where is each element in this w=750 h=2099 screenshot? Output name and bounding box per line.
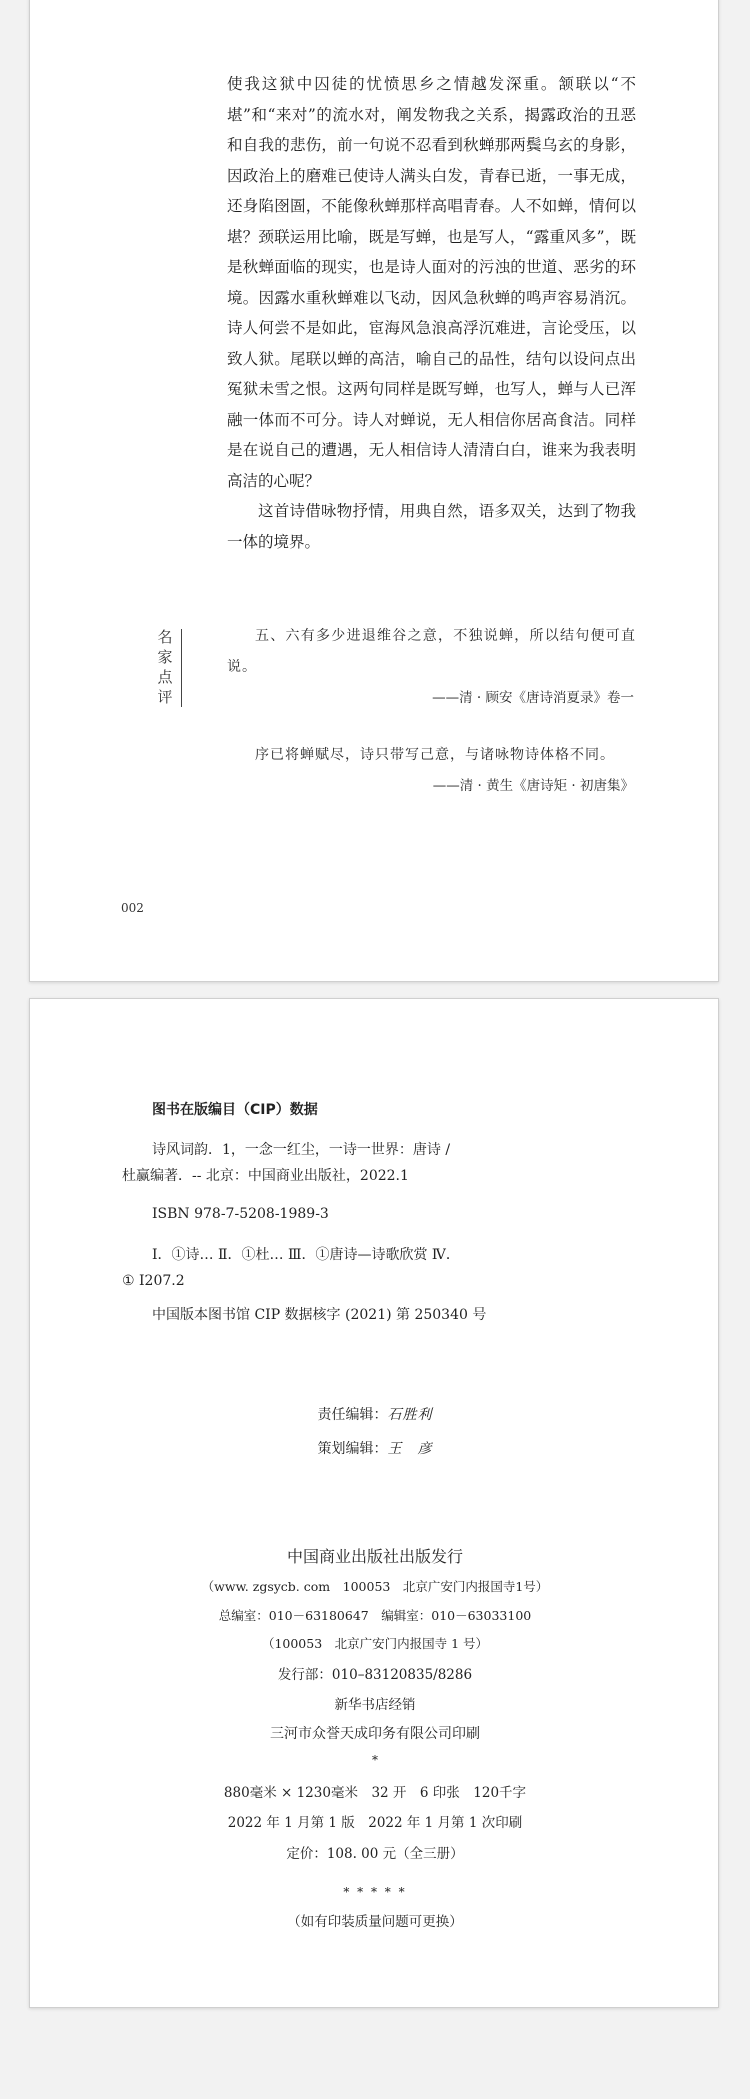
price: 定价：108. 00 元（全三册）: [286, 1846, 464, 1862]
commentary-paragraph: 这首诗借咏物抒情，用典自然，语多双关，达到了物我一体的境界。: [227, 502, 636, 551]
distributor: 新华书店经销: [334, 1697, 416, 1713]
separator-stars: * * * * *: [343, 1885, 407, 1899]
cip-description-line: 杜赢编著．-- 北京：中国商业出版社，2022.1: [122, 1168, 409, 1184]
review-entry: [227, 740, 636, 802]
commentary-paragraph: 使我这狱中囚徒的忧愤思乡之情越发深重。颔联以“不堪”和“来对”的流水对，阐发物我之关系，揭露政治的丑恶和自我的悲伤，前一句说不忍看到秋蝉那两鬓乌玄的身影，因政治上的磨难已使诗人满头白发，青春已逝，一事无成，还身陷囹圄，不能像秋蝉那样高唱青春。人不如蝉，情何以堪？颈联运用比喻，既是写蝉，也是写人，“露重风多”，既是秋蝉面临的现实，也是诗人面对的污浊的世道、恶劣的环境。因露水重秋蝉难以飞动，因风急秋蝉的鸣声容易消沉。诗人何尝不是如此，宦海风急浪高浮沉难进，言论受压，以致人狱。尾联以蝉的高洁，喻自己的品性，结句以设问点出冤狱未雪之恨。这两句同样是既写蝉，也写人，蝉与人已浑融一体而不可分。诗人对蝉说，无人相信你居高食洁。同样是在说自己的遭遇，无人相信诗人清清白白，谁来为我表明高洁的心呢？: [227, 75, 636, 490]
review-quote: 序已将蝉赋尽，诗只带写己意，与诸咏物诗体格不同。: [255, 747, 615, 763]
review-source: ——清 · 顾安《唐诗消夏录》卷一: [432, 690, 634, 706]
cip-title: 图书在版编目（CIP）数据: [152, 1102, 318, 1118]
responsible-editor: [30, 1404, 720, 1424]
section-divider: [181, 629, 182, 707]
page-number: 002: [121, 901, 144, 915]
printer: 三河市众誉天成印务有限公司印刷: [270, 1726, 480, 1742]
editorial-phone: 总编室：010－63180647 编辑室：010－63033100: [218, 1608, 532, 1623]
editor-name: 石胜利: [387, 1407, 433, 1423]
copyright-page: [29, 998, 719, 2008]
section-label: 名家点评: [157, 628, 173, 706]
book-page-1: [29, 0, 719, 982]
distribution-address: （100053 北京广安门内报国寺 1 号）: [261, 1636, 489, 1651]
cip-description: [122, 1137, 592, 1189]
editor-role: 策划编辑：: [317, 1441, 388, 1457]
commentary-text: [227, 69, 636, 557]
editor-name: 王 彦: [387, 1441, 433, 1457]
planning-editor: [30, 1438, 720, 1458]
classification-line: ① I207.2: [122, 1273, 185, 1289]
isbn: ISBN 978-7-5208-1989-3: [152, 1206, 329, 1222]
edition-info: 2022 年 1 月第 1 版 2022 年 1 月第 1 次印刷: [227, 1815, 523, 1831]
editor-role: 责任编辑：: [317, 1407, 388, 1423]
distribution-phone: 发行部：010–83120835/8286: [277, 1667, 473, 1683]
publisher-address: （www. zgsycb. com 100053 北京广安门内报国寺1号）: [201, 1579, 549, 1594]
publisher-name: 中国商业出版社出版发行: [286, 1547, 463, 1566]
cip-classification: [122, 1242, 592, 1294]
classification-line: Ⅰ．①诗… Ⅱ．①杜… Ⅲ．①唐诗—诗歌欣赏 Ⅳ．: [152, 1247, 460, 1263]
review-quote: 五、六有多少进退维谷之意，不独说蝉，所以结句便可直说。: [227, 628, 636, 675]
review-source: ——清 · 黄生《唐诗矩 · 初唐集》: [432, 778, 634, 794]
format-specs: 880毫米 × 1230毫米 32 开 6 印张 120千字: [223, 1785, 527, 1801]
cip-description-line: 诗风词韵．1，一念一红尘，一诗一世界：唐诗 /: [152, 1142, 451, 1158]
quality-notice: （如有印装质量问题可更换）: [287, 1914, 463, 1930]
review-entry: [227, 621, 636, 714]
cip-record-number: 中国版本图书馆 CIP 数据核字 (2021) 第 250340 号: [152, 1307, 487, 1323]
separator-star: *: [372, 1753, 378, 1767]
